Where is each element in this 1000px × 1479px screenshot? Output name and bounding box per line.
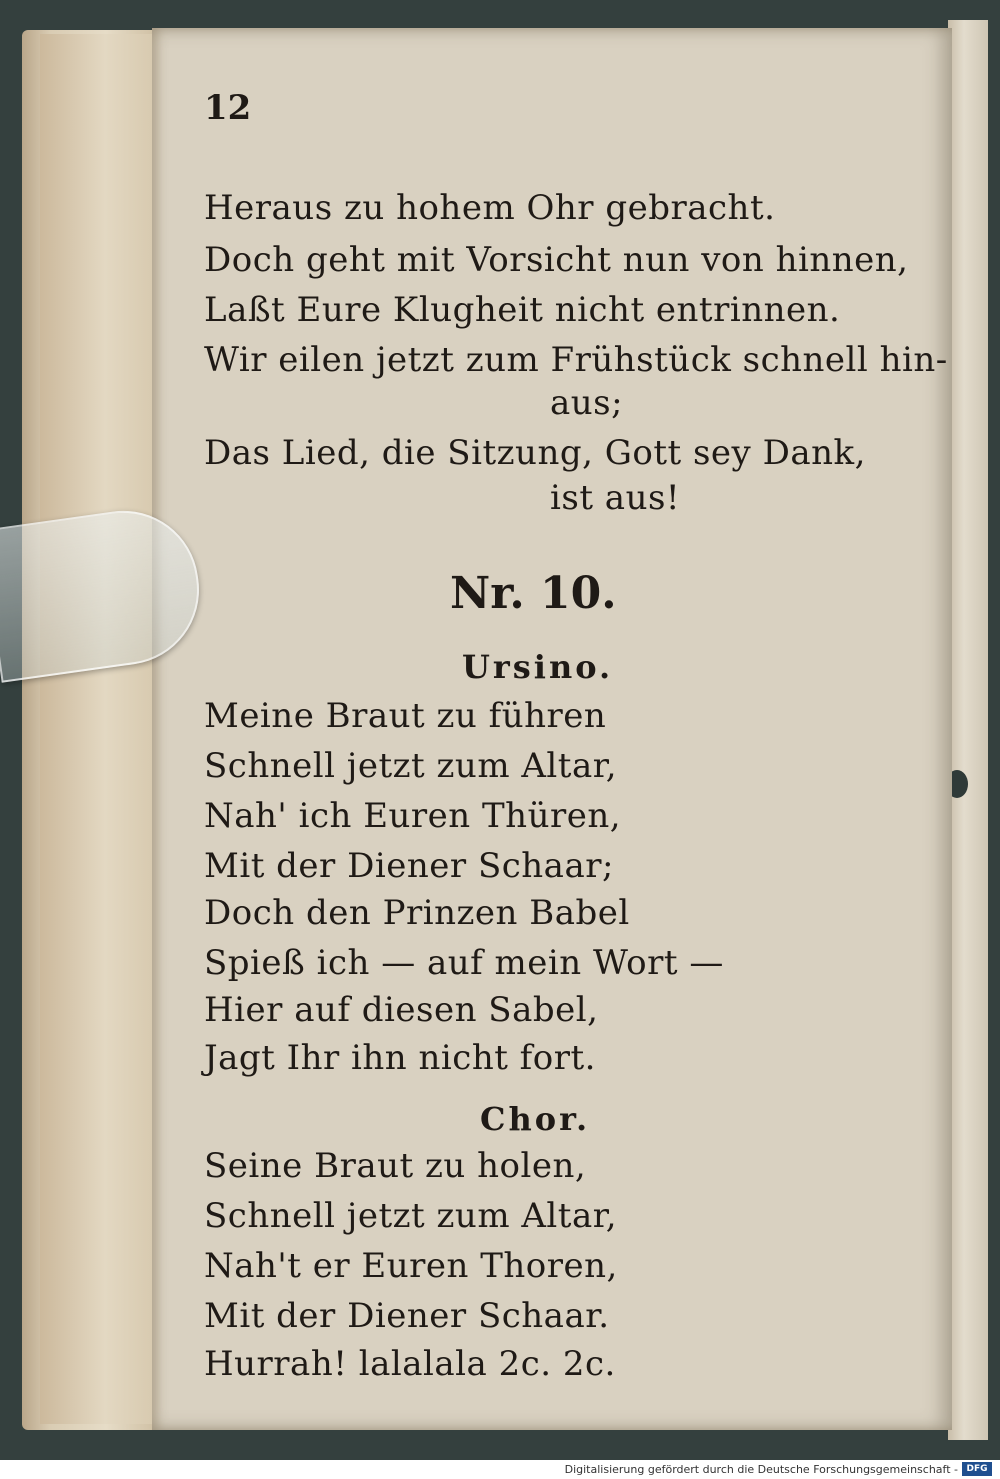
page-text bbox=[152, 28, 952, 1430]
text-line: Spieß ich — auf mein Wort — bbox=[204, 943, 724, 983]
text-line: Doch den Prinzen Babel bbox=[204, 893, 630, 933]
text-line: Schnell jetzt zum Altar, bbox=[204, 746, 618, 786]
text-line: Jagt Ihr ihn nicht fort. bbox=[204, 1038, 596, 1078]
speaker-name: Chor. bbox=[480, 1100, 591, 1138]
text-line: Laßt Eure Klugheit nicht entrinnen. bbox=[204, 290, 841, 330]
book-right-edge bbox=[948, 20, 988, 1440]
text-line: Seine Braut zu holen, bbox=[204, 1146, 587, 1186]
speaker-name: Ursino. bbox=[462, 648, 614, 686]
book-page bbox=[152, 28, 952, 1430]
text-line: Doch geht mit Vorsicht nun von hinnen, bbox=[204, 240, 909, 280]
text-line: Schnell jetzt zum Altar, bbox=[204, 1196, 618, 1236]
text-line: Das Lied, die Sitzung, Gott sey Dank, bbox=[204, 433, 866, 473]
footer-credit: Digitalisierung gefördert durch die Deutsche Forschungsgemeinschaft - bbox=[564, 1463, 958, 1476]
text-line: Hier auf diesen Sabel, bbox=[204, 990, 599, 1030]
book-page-edges bbox=[40, 34, 170, 1424]
text-line: Nah' ich Euren Thüren, bbox=[204, 796, 622, 836]
text-line: aus; bbox=[550, 383, 624, 423]
text-line: Mit der Diener Schaar. bbox=[204, 1296, 610, 1336]
page-number: 12 bbox=[204, 88, 252, 128]
footer-bar bbox=[0, 1460, 1000, 1479]
text-line: Mit der Diener Schaar; bbox=[204, 846, 614, 886]
section-heading: Nr. 10. bbox=[450, 568, 617, 619]
text-line: Wir eilen jetzt zum Frühstück schnell hin- bbox=[204, 340, 948, 380]
text-line: ist aus! bbox=[550, 478, 681, 518]
text-line: Heraus zu hohem Ohr gebracht. bbox=[204, 188, 776, 228]
text-line: Hurrah! lalalala 2c. 2c. bbox=[204, 1344, 616, 1384]
text-line: Meine Braut zu führen bbox=[204, 696, 607, 736]
dfg-logo: DFG bbox=[962, 1462, 992, 1476]
text-line: Nah't er Euren Thoren, bbox=[204, 1246, 618, 1286]
